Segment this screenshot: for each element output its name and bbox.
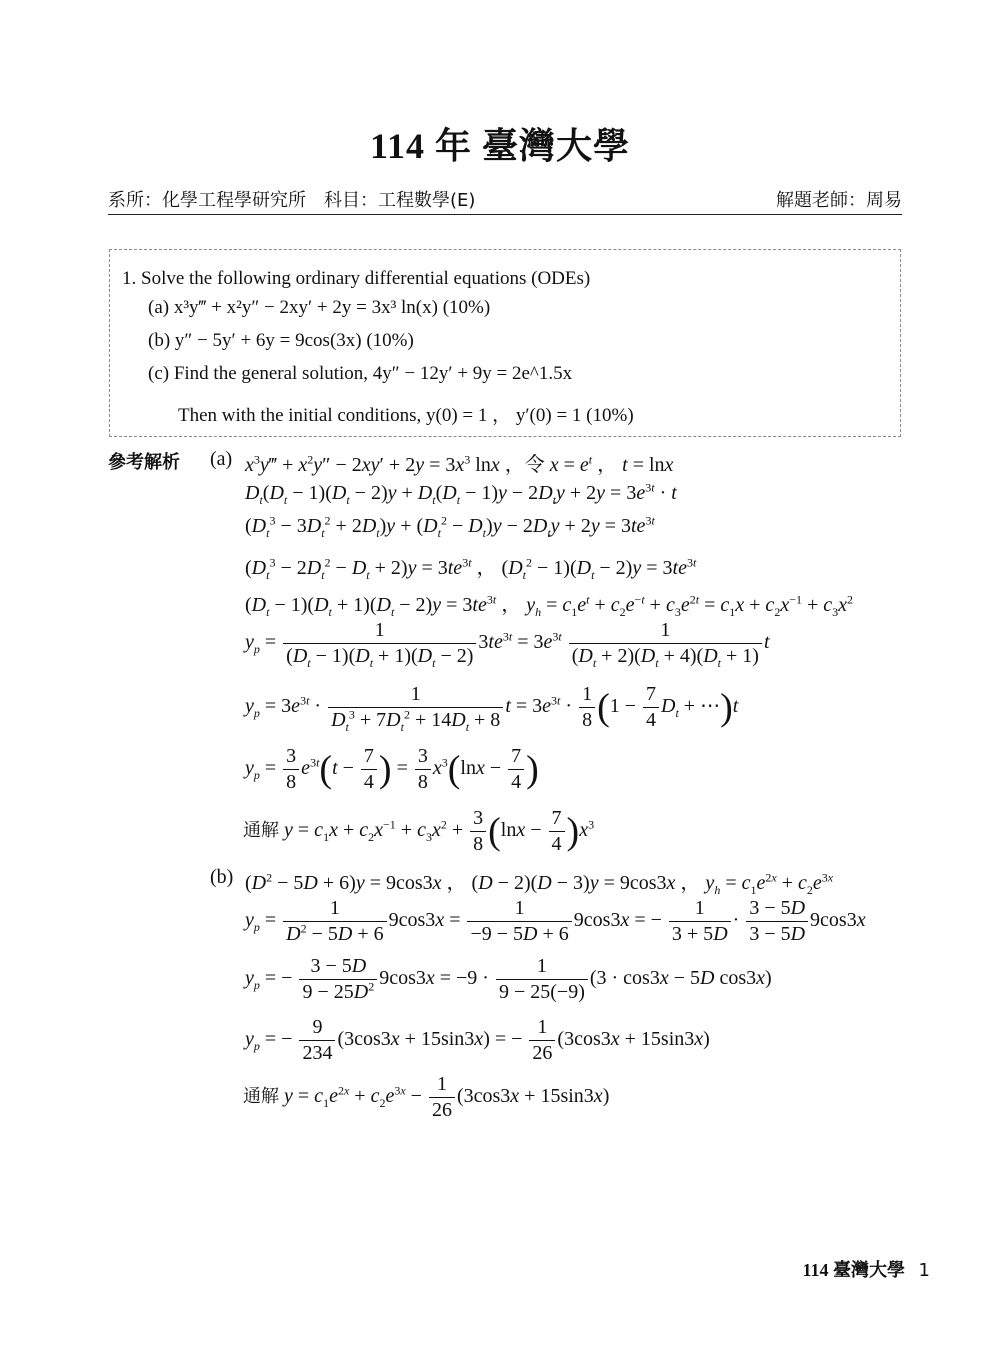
general-solution-label: 通解 (243, 1086, 279, 1108)
solution-line: $D_t(D_t - 1)(D_t - 2)y + D_t(D_t - 1)y - 2D_ty + 2y = 3e^{3t} \cdot t$ (245, 480, 677, 507)
teacher-name: 解題老師：周易 (776, 190, 902, 211)
question-a: (a) x³y‴ + x²y″ − 2xy′ + 2y = 3x³ ln(x) (10%) (148, 297, 491, 318)
solution-line: $x^3y‴ + x^2y'' - 2xy' + 2y = 3x^3$ lnx ，令 $x = e^t$ ， t = lnx (245, 452, 674, 476)
page-title: 114 年 臺灣大學 (369, 126, 630, 166)
page-footer (803, 1256, 930, 1282)
solution-line: $y_p$ = $\frac{1}{D^2 - 5D + 6}$ 9cos3x = $\frac{1}{-9 - 5D + 6}$ 9cos3x = − $\frac{1}{3 + 5D}$ · $\frac{3 - 5D}{3 - 5D}$ 9cos3x (245, 897, 866, 945)
solution-line: 通解 $y = c_1x + c_2x^{-1} + c_3x^2$ + $\frac{3}{8}$ (lnx − $\frac{7}{4}$ )$x^3$ (243, 807, 595, 855)
question-c-conditions: Then with the initial conditions, y(0) = 1 ， y′(0) = 1 (10%) (178, 405, 634, 426)
question-b: (b) y″ − 5y′ + 6y = 9cos(3x) (10%) (148, 330, 414, 351)
footer-school: 114 臺灣大學 (802, 1260, 906, 1280)
solution-line: 通解 $y = c_1e^{2x} + c_2e^{3x}$ − $\frac{1}{26}$ (3cos3x + 15sin3x) (243, 1073, 610, 1121)
solution-line: $y_p$ = $\frac{1}{(D_t - 1)(D_t + 1)(D_t - 2)}$ $3te^{3t} = 3e^{3t}$ $\frac{1}{(D_t + 2)(D_t + 4)(D_t + 1)}$ t (245, 619, 770, 670)
solution-line: $y_p$ = $\frac{3}{8}$ $e^{3t}(t$ − $\frac{7}{4}$ ) = $\frac{3}{8}$ $x^3(\ln x$ − $\frac{7}{4}$ ) (245, 745, 539, 793)
solution-line: $(D^2 - 5D + 6)y = 9\cos 3x$ ， (D − 2)(D − 3)y = 9cos3x ， $y_h = c_1e^{2x} + c_2e^{3x}$ (245, 870, 834, 897)
solution-line: $y_p = 3e^{3t}$ · $\frac{1}{D_t^3 + 7D_t^2 + 14D_t + 8}$ $t = 3e^{3t}$ · $\frac{1}{8}$ (1 − $\frac{7}{4}$ $D_t$ + ⋯)t (245, 683, 739, 734)
solution-line: $(D_t^3 - 3D_t^2 + 2D_t)y + (D_t^2 - D_t)y - 2D_ty + 2y = 3te^{3t}$ (245, 513, 655, 540)
answer-a-label: (a) (210, 448, 233, 470)
department-subject: 系所：化學工程學研究所 科目：工程數學(E) (108, 190, 476, 211)
solution-line: $(D_t - 1)(D_t + 1)(D_t - 2)y = 3te^{3t}$ ， $y_h = c_1e^t + c_2e^{-t} + c_3e^{2t} = c_1x + c_2x^{-1} + c_3x^2$ (245, 592, 854, 619)
general-solution-label: 通解 (243, 820, 279, 842)
header-meta (108, 186, 902, 215)
question-c: (c) Find the general solution, 4y″ − 12y′ + 9y = 2e^1.5x (148, 363, 573, 384)
solution-line: $(D_t^3 - 2D_t^2 - D_t + 2)y = 3te^{3t}$ ， $(D_t^2 - 1)(D_t - 2)y = 3te^{3t}$ (245, 555, 697, 582)
answer-label: 參考解析 (108, 452, 180, 473)
answer-b-label: (b) (210, 866, 234, 888)
page-number: 1 (918, 1260, 930, 1281)
solution-line: $y_p$ = − $\frac{3 - 5D}{9 - 25D^2}$ 9cos3x = −9 · $\frac{1}{9 - 25(-9)}$ (3 · cos3x − 5D cos3x) (245, 955, 772, 1003)
question-stem: 1. Solve the following ordinary differential equations (ODEs) (122, 268, 591, 289)
question-box (109, 249, 901, 437)
solution-line: $y_p$ = − $\frac{9}{234}$ (3cos3x + 15sin3x) = − $\frac{1}{26}$ (3cos3x + 15sin3x) (245, 1016, 710, 1064)
